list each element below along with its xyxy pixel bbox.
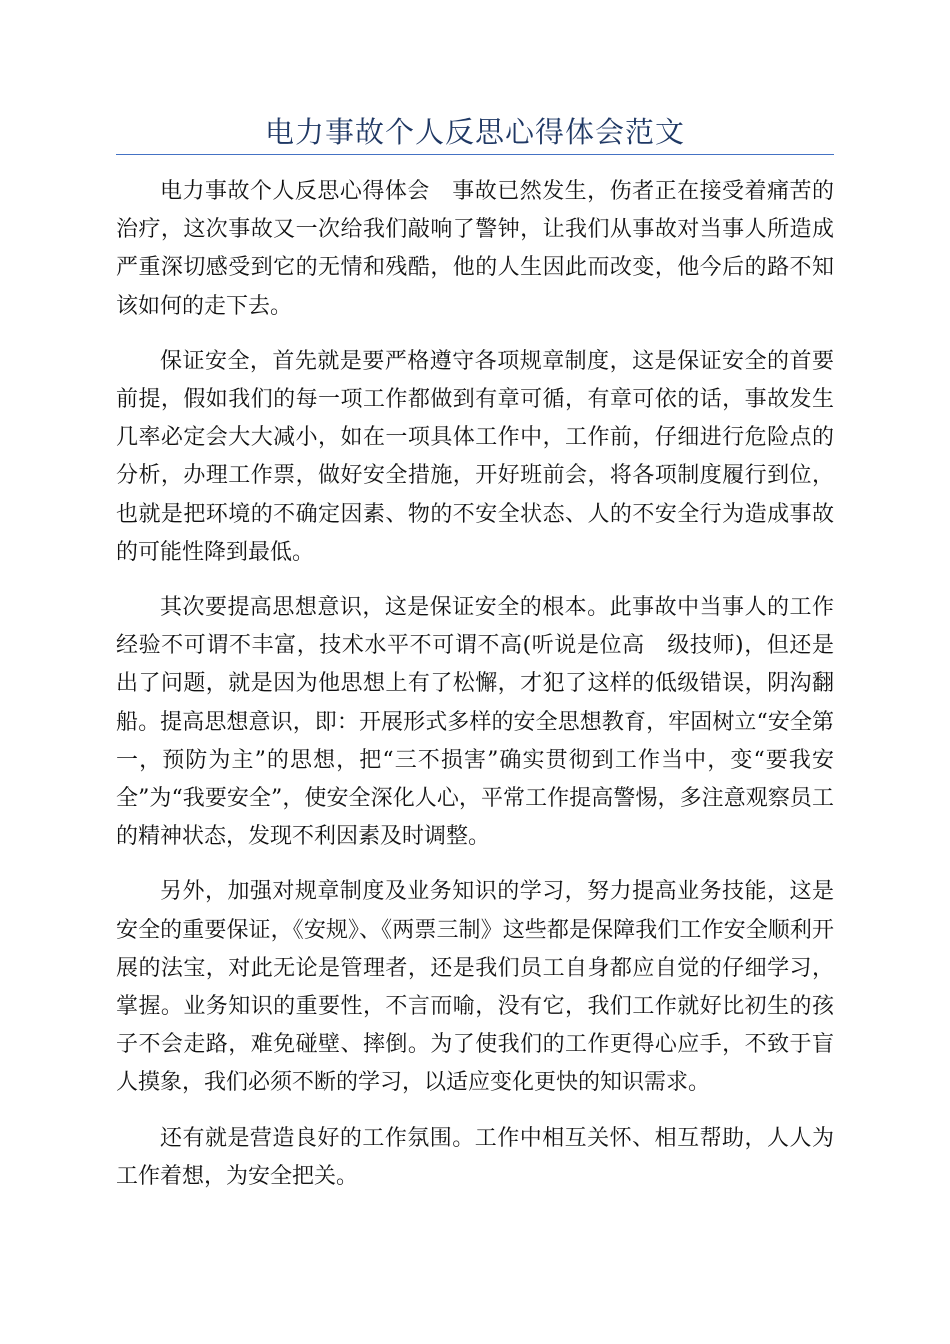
paragraph-2: 保证安全，首先就是要严格遵守各项规章制度，这是保证安全的首要前提，假如我们的每一项工作都做到有章可循，有章可依的话，事故发生几率必定会大大减小，如在一项具体工作中，工作前，仔细进行危险点的分析，办理工作票，做好安全措施，开好班前会，将各项制度履行到位，也就是把环境的不确定因素、物的不安全状态、人的不安全行为造成事故的可能性降到最低。 (116, 348, 834, 565)
paragraph-4: 另外，加强对规章制度及业务知识的学习，努力提高业务技能，这是安全的重要保证，《安规》、《两票三制》这些都是保障我们工作安全顺利开展的法宝，对此无论是管理者，还是我们员工自身都应自觉的仔细学习，掌握。业务知识的重要性，不言而喻，没有它，我们工作就好比初生的孩子不会走路，难免碰壁、摔倒。为了使我们的工作更得心应手，不致于盲人摸象，我们必须不断的学习，以适应变化更快的知识需求。 (116, 879, 834, 1096)
paragraph-3: 其次要提高思想意识，这是保证安全的根本。此事故中当事人的工作经验不可谓不丰富，技术水平不可谓不高(听说是位高 级技师)，但还是出了问题，就是因为他思想上有了松懈，才犯了这样的低级错误，阴沟翻船。提高思想意识，即：开展形式多样的安全思想教育，牢固树立“安全第一，预防为主”的思想，把“三不损害”确实贯彻到工作当中，变“要我安全”为“我要安全”，使安全深化人心，平常工作提高警惕，多注意观察员工的精神状态，发现不利因素及时调整。 (116, 595, 834, 850)
paragraph-5: 还有就是营造良好的工作氛围。工作中相互关怀、相互帮助，人人为工作着想，为安全把关。 (116, 1125, 834, 1189)
document-body (116, 173, 834, 1213)
document-title: 电力事故个人反思心得体会范文 (264, 115, 685, 149)
title-underline (116, 154, 834, 155)
paragraph-1: 电力事故个人反思心得体会 事故已然发生，伤者正在接受着痛苦的治疗，这次事故又一次给我们敲响了警钟，让我们从事故对当事人所造成严重深切感受到它的无情和残酷，他的人生因此而改变，他今后的路不知该如何的走下去。 (116, 179, 834, 319)
